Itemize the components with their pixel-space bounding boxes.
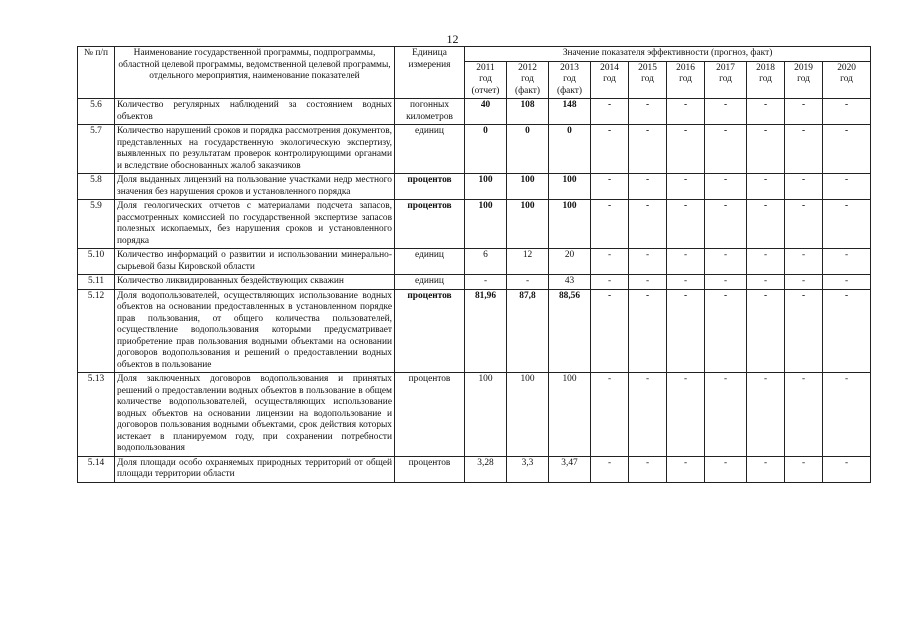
value-cell-2013: 3,47 [549,456,591,482]
value-cell-2011: 100 [465,200,507,249]
table-row [78,249,871,275]
header-year-l1: год [641,74,654,84]
value-cell-2012: 100 [507,373,549,457]
row-number: 5.8 [78,174,115,200]
indicator-name: Количество информаций о развитии и использовании минерально-сырьевой базы Кировской области [115,249,395,275]
value-cell-2015: - [629,125,667,174]
header-year-2011 [465,61,507,99]
row-number: 5.13 [78,373,115,457]
value-cell-2018: - [747,289,785,373]
header-year-l1: год [840,74,853,84]
header-year-2019 [785,61,823,99]
value-cell-2014: - [591,125,629,174]
header-year-year: 2020 [837,62,856,73]
unit-of-measure: единиц [395,125,465,174]
indicator-name: Количество ликвидированных бездействующих скважин [115,275,395,290]
value-cell-2013: 148 [549,99,591,125]
value-cell-2019: - [785,200,823,249]
header-year-2018 [747,61,785,99]
value-cell-2016: - [667,456,705,482]
table-row [78,174,871,200]
value-cell-2017: - [705,200,747,249]
value-cell-2017: - [705,275,747,290]
value-cell-2011: 100 [465,373,507,457]
header-year-l1: год [719,74,732,84]
value-cell-2011: - [465,275,507,290]
value-cell-2013: 20 [549,249,591,275]
value-cell-2011: 3,28 [465,456,507,482]
table-row [78,456,871,482]
value-cell-2018: - [747,99,785,125]
value-cell-2019: - [785,289,823,373]
row-number: 5.7 [78,125,115,174]
value-cell-2018: - [747,174,785,200]
header-name: Наименование государственной программы, подпрограммы, областной целевой программы, ведомственной целевой программы, отдельного мероприятия, наименование показателей [115,47,395,99]
value-cell-2018: - [747,125,785,174]
indicators-table [77,46,871,483]
unit-of-measure: процентов [395,174,465,200]
header-year-year: 2019 [794,62,813,73]
value-cell-2015: - [629,99,667,125]
value-cell-2020: - [823,456,871,482]
header-year-year: 2011 [476,62,495,73]
value-cell-2015: - [629,275,667,290]
indicator-name: Количество нарушений сроков и порядка рассмотрения документов, представленных на государственную экологическую экспертизу, выявленных по результатам проверок контролирующими органами и вследствие обоснованных жалоб заказчиков [115,125,395,174]
value-cell-2016: - [667,125,705,174]
value-cell-2014: - [591,373,629,457]
header-year-year: 2016 [676,62,695,73]
value-cell-2015: - [629,373,667,457]
value-cell-2020: - [823,275,871,290]
header-year-year: 2012 [518,62,537,73]
value-cell-2013: 88,56 [549,289,591,373]
header-year-year: 2017 [716,62,735,73]
value-cell-2012: 100 [507,200,549,249]
value-cell-2012: 100 [507,174,549,200]
value-cell-2016: - [667,99,705,125]
value-cell-2014: - [591,99,629,125]
value-cell-2016: - [667,174,705,200]
indicator-name: Количество регулярных наблюдений за состоянием водных объектов [115,99,395,125]
value-cell-2019: - [785,125,823,174]
value-cell-2014: - [591,249,629,275]
row-number: 5.10 [78,249,115,275]
unit-of-measure: процентов [395,456,465,482]
header-year-year: 2018 [756,62,775,73]
value-cell-2013: 43 [549,275,591,290]
value-cell-2017: - [705,289,747,373]
header-year-l1: год [479,74,492,84]
value-cell-2018: - [747,200,785,249]
value-cell-2011: 100 [465,174,507,200]
header-year-2014 [591,61,629,99]
header-values-group: Значение показателя эффективности (прогноз, факт) [465,47,871,62]
row-number: 5.9 [78,200,115,249]
value-cell-2016: - [667,249,705,275]
header-year-l2: (отчет) [471,85,500,96]
header-year-l2: (факт) [514,85,540,96]
header-year-2015 [629,61,667,99]
value-cell-2018: - [747,456,785,482]
table-body [78,99,871,483]
header-year-2012 [507,61,549,99]
table-row [78,99,871,125]
value-cell-2018: - [747,373,785,457]
value-cell-2011: 6 [465,249,507,275]
value-cell-2017: - [705,373,747,457]
value-cell-2016: - [667,200,705,249]
value-cell-2020: - [823,174,871,200]
value-cell-2019: - [785,249,823,275]
value-cell-2015: - [629,456,667,482]
value-cell-2016: - [667,289,705,373]
header-year-year: 2014 [600,62,619,73]
value-cell-2014: - [591,456,629,482]
value-cell-2018: - [747,275,785,290]
value-cell-2013: 100 [549,174,591,200]
header-year-l1: год [759,74,772,84]
value-cell-2019: - [785,373,823,457]
page-number: 12 [446,32,459,46]
value-cell-2019: - [785,99,823,125]
value-cell-2017: - [705,456,747,482]
header-year-l1: год [603,74,616,84]
value-cell-2015: - [629,249,667,275]
value-cell-2017: - [705,249,747,275]
header-year-2016 [667,61,705,99]
header-year-l2: (факт) [556,85,582,96]
value-cell-2015: - [629,174,667,200]
value-cell-2019: - [785,275,823,290]
header-year-l1: год [521,74,534,84]
value-cell-2013: 0 [549,125,591,174]
value-cell-2020: - [823,99,871,125]
unit-of-measure: процентов [395,373,465,457]
indicator-name: Доля водопользователей, осуществляющих использование водных объектов на основании предоставленных в установленном порядке прав пользования, от общего количества пользователей, осуществление водопользования которыми предусматривает приобретение прав пользования водными объектами на основании договоров водопользования и решений о предоставлении водных объектов в пользование [115,289,395,373]
indicator-name: Доля геологических отчетов с материалами подсчета запасов, рассмотренных комиссией по государственной экспертизе запасов полезных ископаемых, без нарушения сроков и установленного порядка [115,200,395,249]
value-cell-2014: - [591,174,629,200]
value-cell-2013: 100 [549,373,591,457]
table-row [78,125,871,174]
row-number: 5.14 [78,456,115,482]
value-cell-2012: 3,3 [507,456,549,482]
value-cell-2011: 81,96 [465,289,507,373]
header-year-2013 [549,61,591,99]
value-cell-2014: - [591,289,629,373]
value-cell-2012: 87,8 [507,289,549,373]
row-number: 5.12 [78,289,115,373]
header-year-l1: год [563,74,576,84]
table-row [78,289,871,373]
value-cell-2014: - [591,200,629,249]
table-row [78,373,871,457]
value-cell-2019: - [785,456,823,482]
row-number: 5.11 [78,275,115,290]
unit-of-measure: единиц [395,249,465,275]
value-cell-2019: - [785,174,823,200]
unit-of-measure: процентов [395,200,465,249]
value-cell-2020: - [823,200,871,249]
value-cell-2017: - [705,125,747,174]
header-row [78,47,871,62]
value-cell-2018: - [747,249,785,275]
value-cell-2020: - [823,373,871,457]
table-row [78,200,871,249]
value-cell-2014: - [591,275,629,290]
indicator-name: Доля выданных лицензий на пользование участками недр местного значения без нарушения сроков и установленного порядка [115,174,395,200]
value-cell-2011: 40 [465,99,507,125]
value-cell-2020: - [823,249,871,275]
row-number: 5.6 [78,99,115,125]
value-cell-2012: 0 [507,125,549,174]
header-year-l1: год [797,74,810,84]
header-year-2020 [823,61,871,99]
value-cell-2016: - [667,275,705,290]
table-row [78,275,871,290]
header-year-l1: год [679,74,692,84]
unit-of-measure: единиц [395,275,465,290]
header-year-year: 2013 [560,62,579,73]
value-cell-2011: 0 [465,125,507,174]
value-cell-2020: - [823,289,871,373]
header-unit: Единица измерения [395,47,465,99]
value-cell-2015: - [629,289,667,373]
unit-of-measure: погонных километров [395,99,465,125]
value-cell-2017: - [705,99,747,125]
value-cell-2015: - [629,200,667,249]
indicator-name: Доля площади особо охраняемых природных территорий от общей площади территории области [115,456,395,482]
value-cell-2013: 100 [549,200,591,249]
header-num: № п/п [78,47,115,99]
value-cell-2012: - [507,275,549,290]
unit-of-measure: процентов [395,289,465,373]
value-cell-2020: - [823,125,871,174]
value-cell-2017: - [705,174,747,200]
header-year-year: 2015 [638,62,657,73]
value-cell-2012: 108 [507,99,549,125]
indicator-name: Доля заключенных договоров водопользования и принятых решений о предоставлении водных объектов в пользование в общем количестве водопользователей, осуществляющих использование водных объектов на основании лицензии на водопользование и договоров пользования водными объектами, срок действия которых истекает в планируемом году, при сохранении потребности водопользования [115,373,395,457]
value-cell-2012: 12 [507,249,549,275]
value-cell-2016: - [667,373,705,457]
header-year-2017 [705,61,747,99]
